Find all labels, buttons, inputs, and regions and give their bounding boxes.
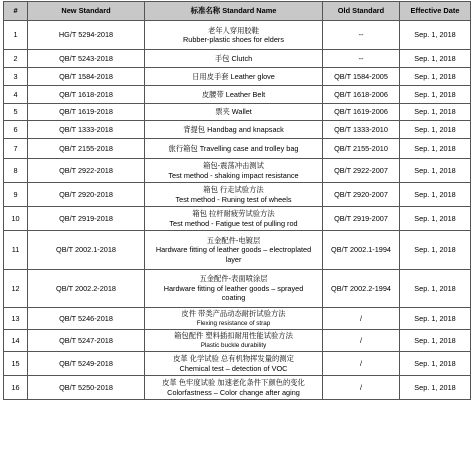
name-line-en: Flexing resistance of strap — [196, 319, 271, 327]
table-row — [4, 121, 471, 139]
standard-name-cell — [145, 376, 323, 400]
table-row — [4, 352, 471, 376]
row-num: 8 — [4, 159, 28, 183]
new-standard-cell: QB/T 2920-2018 — [28, 183, 145, 207]
header-standard-name: 标准名称 Standard Name — [145, 2, 323, 21]
table-row — [4, 308, 471, 330]
name-line-en: Chemical test – detection of VOC — [179, 363, 288, 373]
header-effective-date: Effective Date — [400, 2, 471, 21]
name-line-cn: 箱包 行走试验方法 — [203, 185, 264, 194]
name-line-cn: 皮革 色牢度试验 加速老化条件下颜色的变化 — [162, 378, 305, 387]
old-standard-cell: QB/T 2920-2007 — [323, 183, 400, 207]
old-standard-cell: QB/T 2002.2-1994 — [323, 270, 400, 308]
new-standard-cell: QB/T 5243-2018 — [28, 50, 145, 68]
old-standard-cell: QB/T 1619-2006 — [323, 104, 400, 121]
new-standard-cell: QB/T 1333-2018 — [28, 121, 145, 139]
table-row — [4, 270, 471, 308]
name-line-en: Colorfastness – Color change after aging — [167, 387, 300, 397]
name-line-en: Test method - shaking impact resistance — [168, 170, 299, 180]
old-standard-cell: QB/T 1618-2006 — [323, 86, 400, 104]
old-standard-cell: / — [323, 352, 400, 376]
standard-name-cell — [145, 21, 323, 50]
standard-name-cell — [145, 159, 323, 183]
name-line-cn: 皮革 化学试验 总有机物挥发量的测定 — [173, 354, 294, 363]
new-standard-cell: QB/T 2922-2018 — [28, 159, 145, 183]
effective-date-cell: Sep. 1, 2018 — [400, 207, 471, 231]
name-line-cn: 箱包-震荡冲击测试 — [203, 161, 264, 170]
effective-date-cell: Sep. 1, 2018 — [400, 308, 471, 330]
standard-name-cell — [145, 183, 323, 207]
standard-name-cell — [145, 50, 323, 68]
table-row — [4, 21, 471, 50]
table-row — [4, 207, 471, 231]
standard-name-cell — [145, 308, 323, 330]
table-row — [4, 68, 471, 86]
new-standard-cell: QB/T 5247-2018 — [28, 330, 145, 352]
effective-date-cell: Sep. 1, 2018 — [400, 104, 471, 121]
new-standard-cell: QB/T 5246-2018 — [28, 308, 145, 330]
row-num: 10 — [4, 207, 28, 231]
table-row — [4, 50, 471, 68]
header-row — [4, 2, 471, 21]
old-standard-cell: QB/T 1584-2005 — [323, 68, 400, 86]
standards-table — [3, 1, 471, 400]
table-row — [4, 104, 471, 121]
standard-name-cell — [145, 231, 323, 270]
name-line-en: Rubber-plastic shoes for elders — [183, 35, 284, 44]
old-standard-cell: -- — [323, 21, 400, 50]
new-standard-cell: QB/T 2155-2018 — [28, 139, 145, 159]
new-standard-cell: QB/T 2919-2018 — [28, 207, 145, 231]
name-line: 手包 Clutch — [214, 53, 253, 63]
effective-date-cell: Sep. 1, 2018 — [400, 68, 471, 86]
old-standard-cell: / — [323, 330, 400, 352]
table-row — [4, 86, 471, 104]
name-line-cn: 箱包 拉杆耐疲劳试验方法 — [192, 209, 275, 218]
name-line-cn: 五金配件-电镀层 — [206, 235, 261, 245]
new-standard-cell: QB/T 2002.2-2018 — [28, 270, 145, 308]
header-num: # — [4, 2, 28, 21]
name-line-en-cont: layer — [225, 254, 242, 264]
standard-name-cell — [145, 104, 323, 121]
name-line-en: Test method - Fatigue test of pulling rod — [169, 218, 298, 228]
row-num: 6 — [4, 121, 28, 139]
row-num: 16 — [4, 376, 28, 400]
new-standard-cell: QB/T 1584-2018 — [28, 68, 145, 86]
old-standard-cell: -- — [323, 50, 400, 68]
table-row — [4, 231, 471, 270]
old-standard-cell: QB/T 2919-2007 — [323, 207, 400, 231]
name-line-en: Plastic buckle durability — [200, 341, 267, 349]
row-num: 12 — [4, 270, 28, 308]
standard-name-cell — [145, 86, 323, 104]
row-num: 11 — [4, 231, 28, 270]
effective-date-cell: Sep. 1, 2018 — [400, 376, 471, 400]
new-standard-cell: QB/T 1618-2018 — [28, 86, 145, 104]
effective-date-cell: Sep. 1, 2018 — [400, 159, 471, 183]
row-num: 5 — [4, 104, 28, 121]
standard-name-cell — [145, 121, 323, 139]
row-num: 7 — [4, 139, 28, 159]
name-line: 票夹 Wallet — [215, 107, 252, 117]
standard-name-cell — [145, 352, 323, 376]
header-old-standard: Old Standard — [323, 2, 400, 21]
old-standard-cell: QB/T 2002.1-1994 — [323, 231, 400, 270]
new-standard-cell: QB/T 5249-2018 — [28, 352, 145, 376]
name-line: 旅行箱包 Travelling case and trolley bag — [168, 143, 299, 153]
name-line: 日用皮手套 Leather glove — [192, 71, 275, 81]
old-standard-cell: / — [323, 376, 400, 400]
effective-date-cell: Sep. 1, 2018 — [400, 121, 471, 139]
new-standard-cell: QB/T 5250-2018 — [28, 376, 145, 400]
name-line-cn: 老年人穿用胶鞋 — [207, 25, 260, 35]
table-row — [4, 159, 471, 183]
new-standard-cell: QB/T 2002.1-2018 — [28, 231, 145, 270]
table-row — [4, 183, 471, 207]
old-standard-cell: / — [323, 308, 400, 330]
new-standard-cell: QB/T 1619-2018 — [28, 104, 145, 121]
standard-name-cell — [145, 270, 323, 308]
table-row — [4, 139, 471, 159]
standard-name-cell — [145, 68, 323, 86]
header-new-standard: New Standard — [28, 2, 145, 21]
standard-name-cell — [145, 139, 323, 159]
effective-date-cell: Sep. 1, 2018 — [400, 270, 471, 308]
effective-date-cell: Sep. 1, 2018 — [400, 139, 471, 159]
effective-date-cell: Sep. 1, 2018 — [400, 50, 471, 68]
name-line-en: Hardware fitting of leather goods – electroplated — [155, 245, 312, 255]
effective-date-cell: Sep. 1, 2018 — [400, 86, 471, 104]
effective-date-cell: Sep. 1, 2018 — [400, 231, 471, 270]
old-standard-cell: QB/T 2922-2007 — [323, 159, 400, 183]
effective-date-cell: Sep. 1, 2018 — [400, 21, 471, 50]
standard-name-cell — [145, 207, 323, 231]
old-standard-cell: QB/T 1333-2010 — [323, 121, 400, 139]
name-line: 皮腰带 Leather Belt — [201, 89, 266, 99]
name-line-en: Hardware fitting of leather goods – sprayed — [163, 283, 304, 293]
row-num: 4 — [4, 86, 28, 104]
old-standard-cell: QB/T 2155-2010 — [323, 139, 400, 159]
name-line-en-cont: coating — [221, 293, 246, 303]
effective-date-cell: Sep. 1, 2018 — [400, 352, 471, 376]
table-row — [4, 376, 471, 400]
effective-date-cell: Sep. 1, 2018 — [400, 330, 471, 352]
row-num: 13 — [4, 308, 28, 330]
row-num: 3 — [4, 68, 28, 86]
row-num: 9 — [4, 183, 28, 207]
name-line-cn: 箱包配件 塑料插扣耐用性能试验方法 — [174, 331, 293, 340]
name-line-cn: 五金配件-表面喷涂层 — [199, 274, 268, 284]
name-line-cn: 皮件 带类产品动态耐折试验方法 — [181, 309, 286, 318]
row-num: 1 — [4, 21, 28, 50]
standard-name-cell — [145, 330, 323, 352]
row-num: 2 — [4, 50, 28, 68]
name-line-en: Test method - Runing test of wheels — [175, 194, 292, 204]
table-row — [4, 330, 471, 352]
name-line: 背提包 Handbag and knapsack — [183, 124, 284, 134]
effective-date-cell: Sep. 1, 2018 — [400, 183, 471, 207]
row-num: 15 — [4, 352, 28, 376]
new-standard-cell: HG/T 5294-2018 — [28, 21, 145, 50]
row-num: 14 — [4, 330, 28, 352]
